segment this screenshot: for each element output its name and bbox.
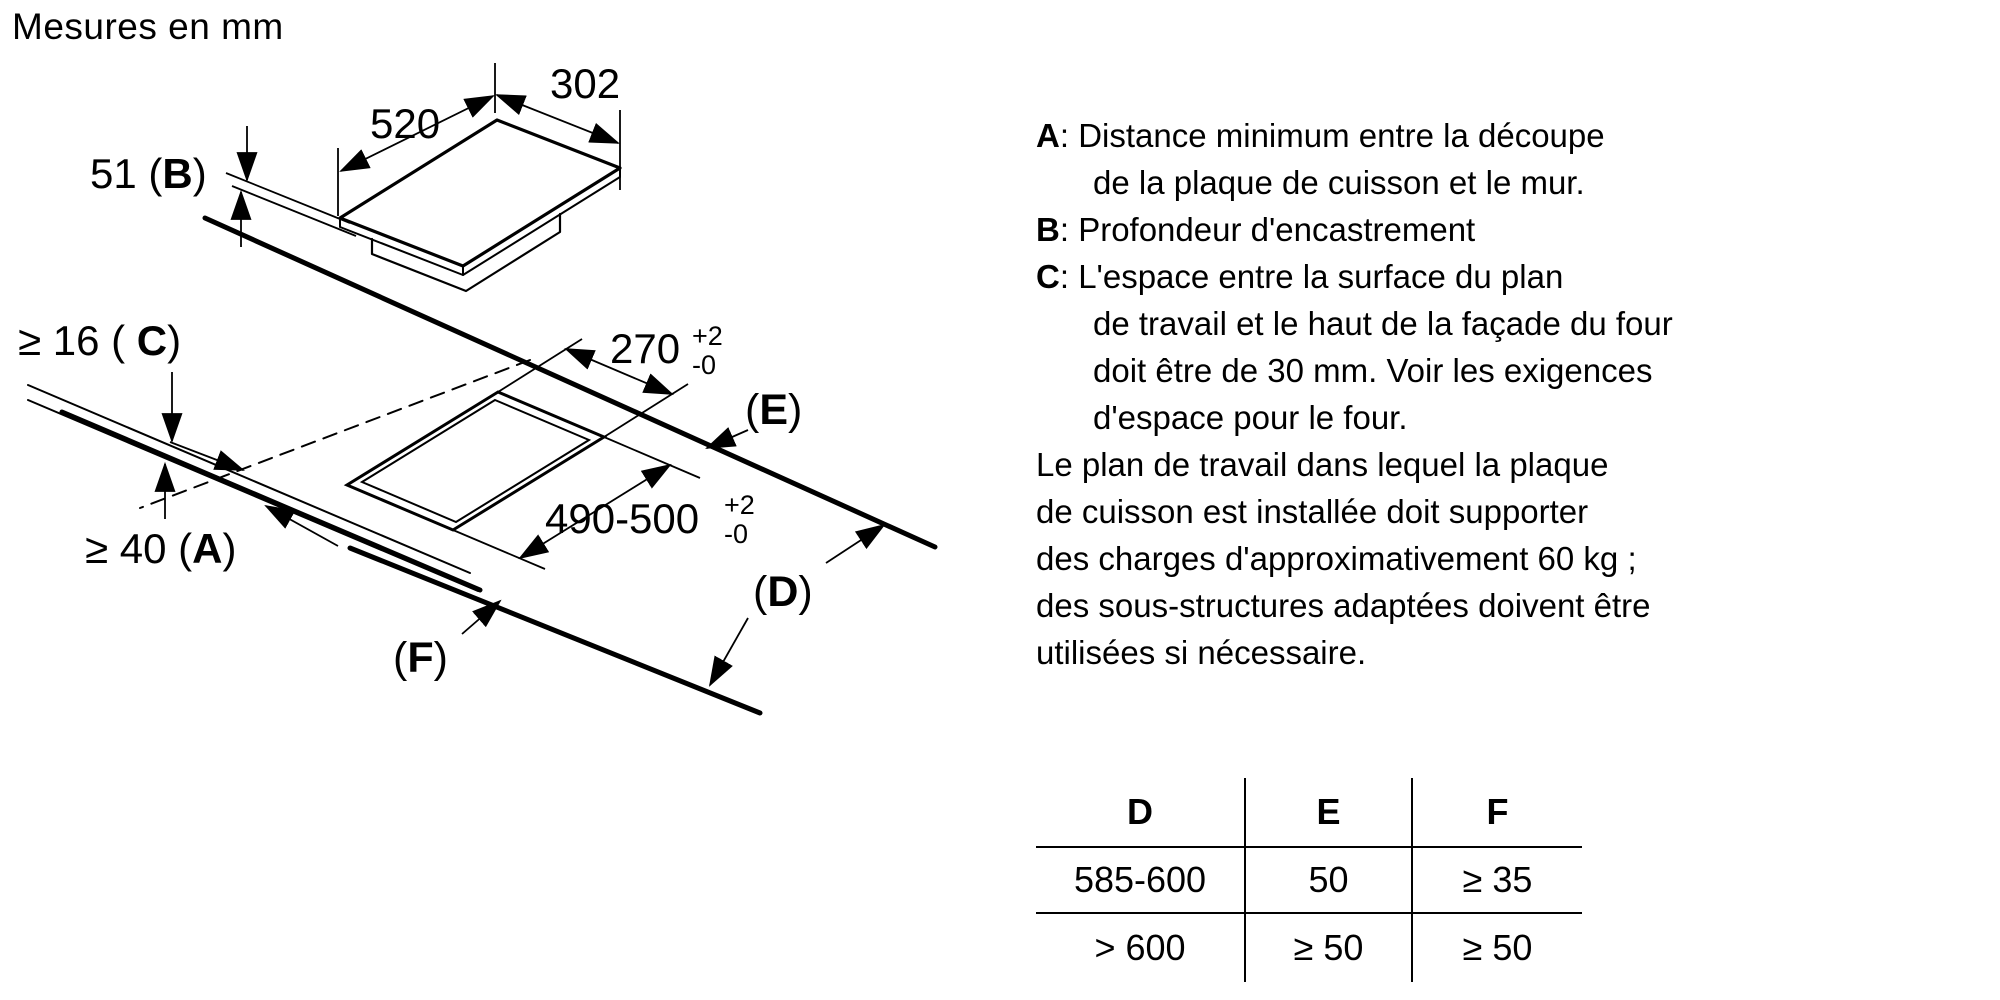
ext-490-bottom: [453, 530, 545, 569]
legend-item-b-line-1: B: Profondeur d'encastrement: [1036, 211, 1476, 248]
ext-490-top: [604, 437, 700, 478]
dimensions-table: [1036, 778, 1582, 982]
table-header-d: D: [1036, 778, 1246, 848]
dim-a-label: ≥ 40 (A): [85, 525, 237, 572]
worktop-front-thick-right: [350, 548, 760, 713]
diagram-labels: [18, 60, 813, 682]
ext-b-top: [226, 173, 350, 223]
table-cell-r1-e: 50: [1246, 848, 1413, 914]
dim-b-label: 51 (B): [90, 150, 207, 197]
table-header-e: E: [1246, 778, 1413, 848]
dim-302-label: 302: [550, 60, 621, 107]
dim-490-tol-minus: -0: [724, 519, 749, 549]
legend-item-c-line-2: de travail et le haut de la façade du four: [1093, 305, 1673, 342]
legend-item-c-line-1: C: L'espace entre la surface du plan: [1036, 258, 1564, 295]
leader-e-arrow: [707, 430, 748, 448]
dim-270-tol-plus: +2: [692, 321, 723, 351]
label-f: (F): [393, 634, 448, 682]
table-cell-r2-f: ≥ 50: [1462, 927, 1533, 968]
legend-item-a-line-1: A: Distance minimum entre la découpe: [1036, 117, 1605, 154]
table-header-f: F: [1413, 778, 1582, 848]
label-e: (E): [745, 386, 803, 434]
table-cell-r2-e: ≥ 50: [1246, 914, 1413, 982]
paragraph-line: des charges d'approximativement 60 kg ;: [1036, 540, 1637, 577]
installation-diagram: [0, 40, 1030, 800]
page-title: Mesures en mm: [12, 6, 284, 47]
dim-520-label: 520: [370, 100, 441, 147]
legend: [1036, 112, 1986, 441]
dim-c-label: ≥ 16 ( C): [18, 317, 182, 364]
leader-d-arrow-up: [826, 525, 884, 563]
table-cell-r1-d: 585-600: [1036, 848, 1246, 914]
dim-270-tol-minus: -0: [692, 350, 717, 380]
dim-270-label: 270: [610, 325, 681, 372]
table-cell-r1-f: ≥ 35: [1413, 848, 1582, 914]
legend-item-a-line-2: de la plaque de cuisson et le mur.: [1093, 164, 1585, 201]
table-cell-r2-d: > 600: [1036, 914, 1246, 982]
dim-490-tol-plus: +2: [724, 490, 755, 520]
leader-d-arrow-down: [710, 618, 748, 685]
worktop-load-paragraph: [1036, 441, 1986, 676]
leader-f-arrow: [462, 601, 500, 634]
paragraph-line: utilisées si nécessaire.: [1036, 634, 1367, 671]
paragraph-line: Le plan de travail dans lequel la plaque: [1036, 446, 1609, 483]
label-d: (D): [753, 568, 813, 616]
legend-item-c-line-4: d'espace pour le four.: [1093, 399, 1408, 436]
paragraph-line: de cuisson est installée doit supporter: [1036, 493, 1589, 530]
paragraph-line: des sous-structures adaptées doivent être: [1036, 587, 1651, 624]
worktop-drawing: [28, 218, 935, 713]
dim-490-label: 490-500: [545, 495, 700, 542]
legend-item-c-line-3: doit être de 30 mm. Voir les exigences: [1093, 352, 1653, 389]
cutout-reference-dashed-line: [140, 360, 530, 508]
